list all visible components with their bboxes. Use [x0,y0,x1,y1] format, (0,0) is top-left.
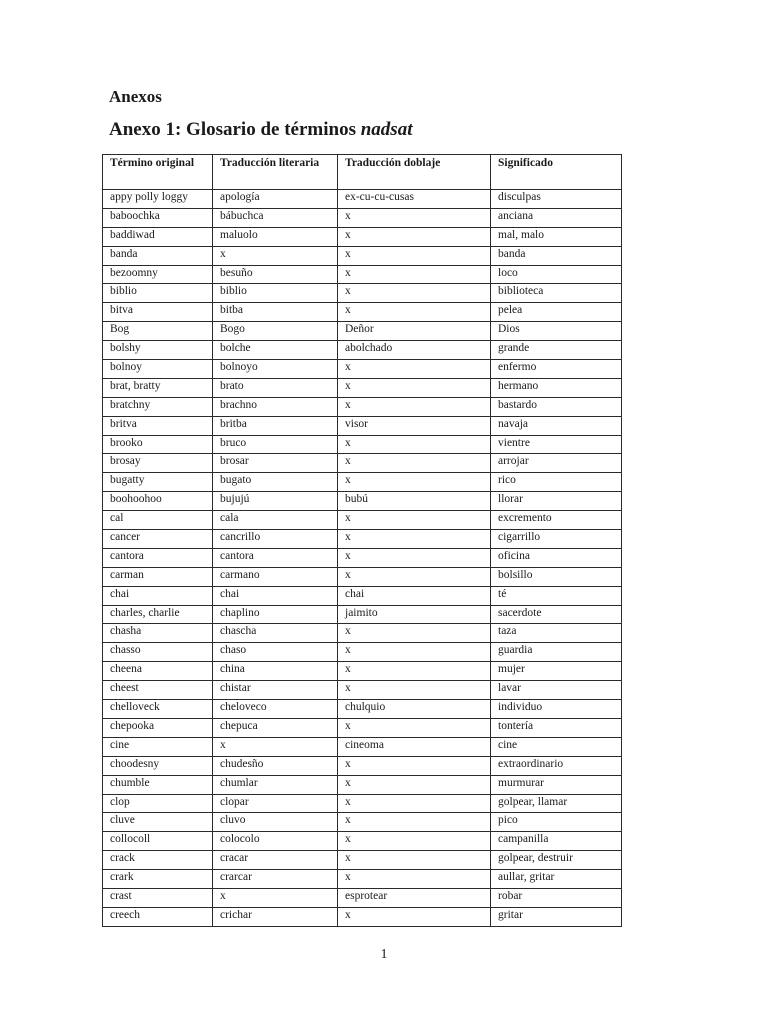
table-row [103,416,622,435]
table-row [103,511,622,530]
table-row [103,681,622,700]
cell-dubbing-translation: x [338,378,491,397]
table-row [103,454,622,473]
table-row [103,378,622,397]
cell-original-term: carman [103,567,213,586]
cell-original-term: cancer [103,530,213,549]
cell-dubbing-translation: x [338,208,491,227]
cell-literary-translation: x [213,246,338,265]
header-meaning: Significado [491,155,622,190]
cell-dubbing-translation: x [338,454,491,473]
cell-original-term: brat, bratty [103,378,213,397]
cell-meaning: oficina [491,548,622,567]
cell-literary-translation: crarcar [213,870,338,889]
cell-dubbing-translation: x [338,265,491,284]
cell-literary-translation: bruco [213,435,338,454]
cell-literary-translation: bolnoyo [213,360,338,379]
table-row [103,190,622,209]
cell-meaning: aullar, gritar [491,870,622,889]
cell-original-term: cine [103,737,213,756]
cell-original-term: charles, charlie [103,605,213,624]
table-row [103,360,622,379]
cell-literary-translation: cantora [213,548,338,567]
cell-original-term: cal [103,511,213,530]
cell-meaning: mujer [491,662,622,681]
cell-literary-translation: chascha [213,624,338,643]
cell-literary-translation: Bogo [213,322,338,341]
cell-meaning: disculpas [491,190,622,209]
cell-original-term: biblio [103,284,213,303]
cell-meaning: pico [491,813,622,832]
cell-meaning: golpear, destruir [491,851,622,870]
cell-meaning: taza [491,624,622,643]
cell-meaning: sacerdote [491,605,622,624]
table-row [103,492,622,511]
cell-literary-translation: bujujú [213,492,338,511]
cell-original-term: creech [103,907,213,926]
cell-dubbing-translation: x [338,681,491,700]
cell-meaning: excremento [491,511,622,530]
cell-original-term: chumble [103,775,213,794]
cell-original-term: chasso [103,643,213,662]
cell-literary-translation: x [213,737,338,756]
cell-dubbing-translation: x [338,246,491,265]
table-row [103,473,622,492]
cell-literary-translation: chumlar [213,775,338,794]
cell-literary-translation: besuño [213,265,338,284]
cell-dubbing-translation: x [338,643,491,662]
cell-dubbing-translation: x [338,813,491,832]
cell-dubbing-translation: Deñor [338,322,491,341]
cell-literary-translation: cluvo [213,813,338,832]
table-row [103,322,622,341]
table-row [103,397,622,416]
cell-original-term: chepooka [103,718,213,737]
cell-dubbing-translation: x [338,548,491,567]
header-literary-translation: Traducción literaria [213,155,338,190]
cell-literary-translation: x [213,888,338,907]
cell-dubbing-translation: x [338,775,491,794]
cell-meaning: bastardo [491,397,622,416]
table-row [103,851,622,870]
cell-original-term: crark [103,870,213,889]
cell-dubbing-translation: x [338,907,491,926]
cell-literary-translation: chaplino [213,605,338,624]
cell-meaning: hermano [491,378,622,397]
cell-meaning: Dios [491,322,622,341]
cell-meaning: bolsillo [491,567,622,586]
cell-dubbing-translation: x [338,718,491,737]
cell-meaning: pelea [491,303,622,322]
cell-literary-translation: bábuchca [213,208,338,227]
cell-literary-translation: brato [213,378,338,397]
section-heading: Anexos [109,87,162,106]
cell-meaning: guardia [491,643,622,662]
table-row [103,813,622,832]
cell-dubbing-translation: x [338,794,491,813]
cell-original-term: banda [103,246,213,265]
cell-literary-translation: brosar [213,454,338,473]
cell-literary-translation: bugato [213,473,338,492]
cell-original-term: Bog [103,322,213,341]
cell-literary-translation: chepuca [213,718,338,737]
cell-original-term: chasha [103,624,213,643]
cell-original-term: bratchny [103,397,213,416]
table-row [103,718,622,737]
cell-literary-translation: bolche [213,341,338,360]
cell-dubbing-translation: x [338,435,491,454]
table-row [103,208,622,227]
cell-meaning: lavar [491,681,622,700]
cell-original-term: cantora [103,548,213,567]
cell-literary-translation: bitba [213,303,338,322]
cell-meaning: vientre [491,435,622,454]
cell-original-term: bolnoy [103,360,213,379]
cell-original-term: baddiwad [103,227,213,246]
cell-literary-translation: carmano [213,567,338,586]
cell-dubbing-translation: ex-cu-cu-cusas [338,190,491,209]
table-row [103,548,622,567]
table-row [103,530,622,549]
cell-dubbing-translation: bubú [338,492,491,511]
cell-dubbing-translation: x [338,567,491,586]
cell-literary-translation: apología [213,190,338,209]
cell-dubbing-translation: x [338,624,491,643]
cell-meaning: enfermo [491,360,622,379]
cell-meaning: biblioteca [491,284,622,303]
cell-dubbing-translation: x [338,530,491,549]
cell-literary-translation: brachno [213,397,338,416]
cell-literary-translation: biblio [213,284,338,303]
cell-literary-translation: cala [213,511,338,530]
cell-original-term: bezoomny [103,265,213,284]
cell-meaning: grande [491,341,622,360]
cell-dubbing-translation: x [338,870,491,889]
header-original-term: Término original [103,155,213,190]
cell-meaning: individuo [491,700,622,719]
table-row [103,605,622,624]
cell-dubbing-translation: x [338,832,491,851]
table-row [103,832,622,851]
cell-original-term: cluve [103,813,213,832]
cell-original-term: britva [103,416,213,435]
cell-original-term: bitva [103,303,213,322]
cell-original-term: chelloveck [103,700,213,719]
annex-title-italic: nadsat [360,119,413,140]
cell-meaning: golpear, llamar [491,794,622,813]
cell-literary-translation: crichar [213,907,338,926]
cell-meaning: navaja [491,416,622,435]
cell-dubbing-translation: visor [338,416,491,435]
table-row [103,775,622,794]
cell-original-term: bugatty [103,473,213,492]
table-row [103,624,622,643]
cell-dubbing-translation: x [338,360,491,379]
cell-literary-translation: clopar [213,794,338,813]
table-row [103,303,622,322]
table-row [103,265,622,284]
cell-original-term: appy polly loggy [103,190,213,209]
annex-title-text: Anexo 1: Glosario de términos [109,119,361,140]
glossary-table [102,154,622,927]
cell-dubbing-translation: x [338,756,491,775]
table-body [103,190,622,927]
cell-original-term: brooko [103,435,213,454]
cell-dubbing-translation: x [338,851,491,870]
cell-meaning: extraordinario [491,756,622,775]
table-row [103,907,622,926]
cell-literary-translation: maluolo [213,227,338,246]
table-row [103,794,622,813]
cell-literary-translation: cracar [213,851,338,870]
cell-meaning: gritar [491,907,622,926]
cell-meaning: murmurar [491,775,622,794]
cell-dubbing-translation: jaimito [338,605,491,624]
cell-dubbing-translation: x [338,284,491,303]
table-row [103,435,622,454]
table-row [103,284,622,303]
cell-dubbing-translation: x [338,303,491,322]
cell-original-term: cheena [103,662,213,681]
cell-literary-translation: chistar [213,681,338,700]
cell-literary-translation: colocolo [213,832,338,851]
header-dubbing-translation: Traducción doblaje [338,155,491,190]
cell-meaning: arrojar [491,454,622,473]
cell-dubbing-translation: abolchado [338,341,491,360]
cell-dubbing-translation: x [338,662,491,681]
table-header-row [103,155,622,190]
cell-meaning: anciana [491,208,622,227]
cell-original-term: collocoll [103,832,213,851]
cell-original-term: chai [103,586,213,605]
cell-dubbing-translation: x [338,473,491,492]
cell-dubbing-translation: esprotear [338,888,491,907]
cell-dubbing-translation: chai [338,586,491,605]
cell-dubbing-translation: x [338,397,491,416]
cell-literary-translation: chai [213,586,338,605]
cell-meaning: robar [491,888,622,907]
table-row [103,246,622,265]
cell-dubbing-translation: x [338,227,491,246]
table-row [103,888,622,907]
cell-literary-translation: china [213,662,338,681]
cell-original-term: bolshy [103,341,213,360]
cell-meaning: banda [491,246,622,265]
annex-title [109,119,412,141]
table-row [103,643,622,662]
cell-original-term: boohoohoo [103,492,213,511]
cell-original-term: baboochka [103,208,213,227]
cell-meaning: loco [491,265,622,284]
cell-meaning: cine [491,737,622,756]
cell-original-term: cheest [103,681,213,700]
page-number: 1 [380,947,388,962]
cell-meaning: cigarrillo [491,530,622,549]
cell-dubbing-translation: chulquio [338,700,491,719]
table-row [103,586,622,605]
cell-original-term: clop [103,794,213,813]
table-row [103,737,622,756]
cell-literary-translation: chaso [213,643,338,662]
cell-literary-translation: chudesño [213,756,338,775]
table-row [103,341,622,360]
cell-meaning: llorar [491,492,622,511]
cell-original-term: crast [103,888,213,907]
cell-original-term: choodesny [103,756,213,775]
cell-dubbing-translation: x [338,511,491,530]
table-row [103,227,622,246]
cell-dubbing-translation: cineoma [338,737,491,756]
table-row [103,662,622,681]
cell-meaning: tontería [491,718,622,737]
cell-literary-translation: cheloveco [213,700,338,719]
table-row [103,870,622,889]
cell-meaning: rico [491,473,622,492]
cell-meaning: té [491,586,622,605]
cell-original-term: brosay [103,454,213,473]
cell-meaning: mal, malo [491,227,622,246]
cell-meaning: campanilla [491,832,622,851]
cell-literary-translation: cancrillo [213,530,338,549]
table-row [103,700,622,719]
cell-literary-translation: britba [213,416,338,435]
table-row [103,567,622,586]
cell-original-term: crack [103,851,213,870]
table-row [103,756,622,775]
